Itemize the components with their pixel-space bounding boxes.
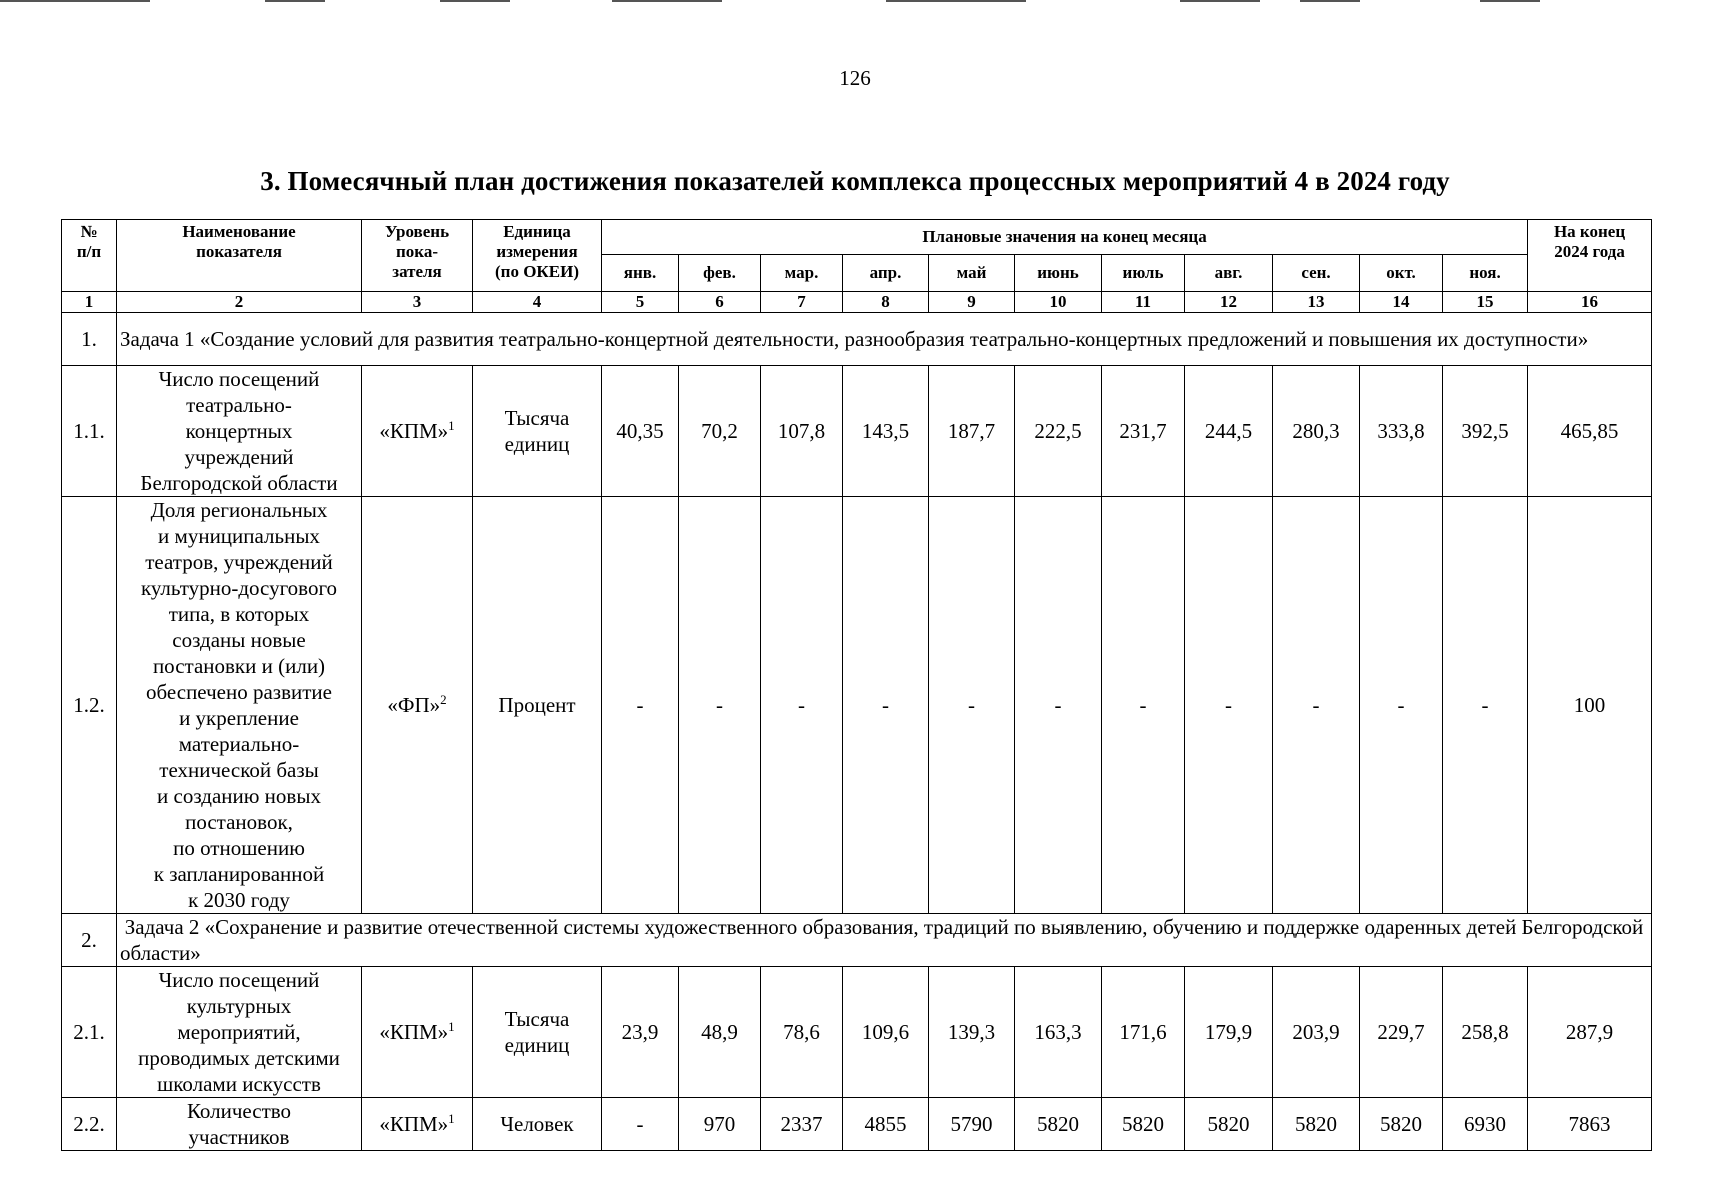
month-value: - [1360,497,1443,914]
indicator-unit: Тысяча единиц [473,967,602,1098]
month-value: 231,7 [1102,366,1185,497]
scan-edge-line [1300,0,1360,2]
scan-edge-line [265,0,325,2]
task-row [62,914,1652,967]
page-number: 126 [839,66,871,90]
header-end-of-year: На конец 2024 года [1528,220,1652,292]
header-month: окт. [1360,255,1443,292]
month-value: 5820 [1015,1098,1102,1151]
month-value: 5820 [1102,1098,1185,1151]
header-num: № п/п [62,220,117,292]
end-of-year-value: 465,85 [1528,366,1652,497]
end-of-year-value: 7863 [1528,1098,1652,1151]
header-month: ноя. [1443,255,1528,292]
column-number: 7 [761,292,843,313]
scan-edge-line [612,0,722,2]
scan-edge-line [1180,0,1260,2]
indicator-level [362,967,473,1098]
column-number: 10 [1015,292,1102,313]
level-footnote: 2 [440,692,447,707]
month-value: 179,9 [1185,967,1273,1098]
month-value: 970 [679,1098,761,1151]
task-row [62,313,1652,366]
column-number: 5 [602,292,679,313]
column-number: 14 [1360,292,1443,313]
month-value: 107,8 [761,366,843,497]
indicator-level [362,497,473,914]
column-number: 1 [62,292,117,313]
header-month: янв. [602,255,679,292]
month-value: - [602,1098,679,1151]
column-number: 6 [679,292,761,313]
table-header [62,220,1652,313]
header-unit: Единица измерения (по ОКЕИ) [473,220,602,292]
month-value: 5790 [929,1098,1015,1151]
month-value: - [1015,497,1102,914]
indicator-name: Количество участников [117,1098,362,1151]
header-name: Наименование показателя [117,220,362,292]
month-value: 5820 [1360,1098,1443,1151]
month-value: 187,7 [929,366,1015,497]
column-number: 13 [1273,292,1360,313]
month-value: 40,35 [602,366,679,497]
header-month: авг. [1185,255,1273,292]
indicator-row [62,1098,1652,1151]
month-value: 6930 [1443,1098,1528,1151]
month-value: 109,6 [843,967,929,1098]
month-value: 333,8 [1360,366,1443,497]
indicator-number: 2.2. [62,1098,117,1151]
level-label: «ФП» [387,693,441,717]
header-month: май [929,255,1015,292]
indicator-level [362,1098,473,1151]
month-value: - [1102,497,1185,914]
end-of-year-value: 287,9 [1528,967,1652,1098]
month-value: - [602,497,679,914]
month-value: 222,5 [1015,366,1102,497]
level-label: «КПМ» [379,1020,449,1044]
column-number: 12 [1185,292,1273,313]
task-text: Задача 1 «Создание условий для развития театрально-концертной деятельности, разнообразия театрально-концертных предложений и повышения их доступности» [117,313,1652,366]
column-number: 16 [1528,292,1652,313]
level-footnote: 1 [448,1019,455,1034]
level-footnote: 1 [448,418,455,433]
task-text: Задача 2 «Сохранение и развитие отечественной системы художественного образования, традиций по выявлению, обучению и поддержке одаренных детей Белгородской области» [117,914,1652,967]
header-month: апр. [843,255,929,292]
indicator-row [62,366,1652,497]
scan-edge-line [0,0,150,2]
level-footnote: 1 [448,1111,455,1126]
month-value: 280,3 [1273,366,1360,497]
column-numbers-row [62,292,1652,313]
indicator-unit: Человек [473,1098,602,1151]
column-number: 15 [1443,292,1528,313]
month-value: 203,9 [1273,967,1360,1098]
indicator-level [362,366,473,497]
month-value: 392,5 [1443,366,1528,497]
month-value: - [679,497,761,914]
month-value: 4855 [843,1098,929,1151]
column-number: 11 [1102,292,1185,313]
month-value: 78,6 [761,967,843,1098]
header-level: Уровень пока- зателя [362,220,473,292]
header-month: июль [1102,255,1185,292]
month-value: 48,9 [679,967,761,1098]
task-number: 1. [62,313,117,366]
indicator-number: 2.1. [62,967,117,1098]
month-value: 258,8 [1443,967,1528,1098]
indicator-row [62,967,1652,1098]
month-value: 5820 [1185,1098,1273,1151]
month-value: 171,6 [1102,967,1185,1098]
task-number: 2. [62,914,117,967]
month-value: - [1443,497,1528,914]
month-value: - [929,497,1015,914]
month-value: 244,5 [1185,366,1273,497]
month-value: 70,2 [679,366,761,497]
column-number: 3 [362,292,473,313]
indicator-number: 1.2. [62,497,117,914]
month-value: - [843,497,929,914]
header-month: сен. [1273,255,1360,292]
header-month: фев. [679,255,761,292]
month-value: 139,3 [929,967,1015,1098]
month-value: - [1185,497,1273,914]
month-value: - [761,497,843,914]
month-value: - [1273,497,1360,914]
scan-edge-line [1480,0,1540,2]
month-value: 23,9 [602,967,679,1098]
level-label: «КПМ» [379,419,449,443]
indicator-number: 1.1. [62,366,117,497]
level-label: «КПМ» [379,1112,449,1136]
month-value: 163,3 [1015,967,1102,1098]
indicator-name: Число посещений культурных мероприятий, проводимых детскими школами искусств [117,967,362,1098]
month-value: 229,7 [1360,967,1443,1098]
header-month: мар. [761,255,843,292]
header-plan-values: Плановые значения на конец месяца [602,220,1528,255]
document-title: 3. Помесячный план достижения показателей комплекса процессных мероприятий 4 в 2024 году [260,166,1450,196]
column-number: 8 [843,292,929,313]
indicators-table [61,219,1652,1151]
indicator-unit: Тысяча единиц [473,366,602,497]
column-number: 4 [473,292,602,313]
indicator-name: Доля региональных и муниципальных театров, учреждений культурно-досугового типа, в которых созданы новые постановки и (или) обеспечено развитие и укрепление материально- технической базы и созданию новых постановок, по отношению к запланированной к 2030 году [117,497,362,914]
month-value: 2337 [761,1098,843,1151]
column-number: 9 [929,292,1015,313]
indicator-row [62,497,1652,914]
indicator-unit: Процент [473,497,602,914]
month-value: 143,5 [843,366,929,497]
month-value: 5820 [1273,1098,1360,1151]
end-of-year-value: 100 [1528,497,1652,914]
indicator-name: Число посещений театрально- концертных учреждений Белгородской области [117,366,362,497]
scan-edge-line [886,0,1026,2]
column-number: 2 [117,292,362,313]
scan-edge-line [440,0,510,2]
header-month: июнь [1015,255,1102,292]
